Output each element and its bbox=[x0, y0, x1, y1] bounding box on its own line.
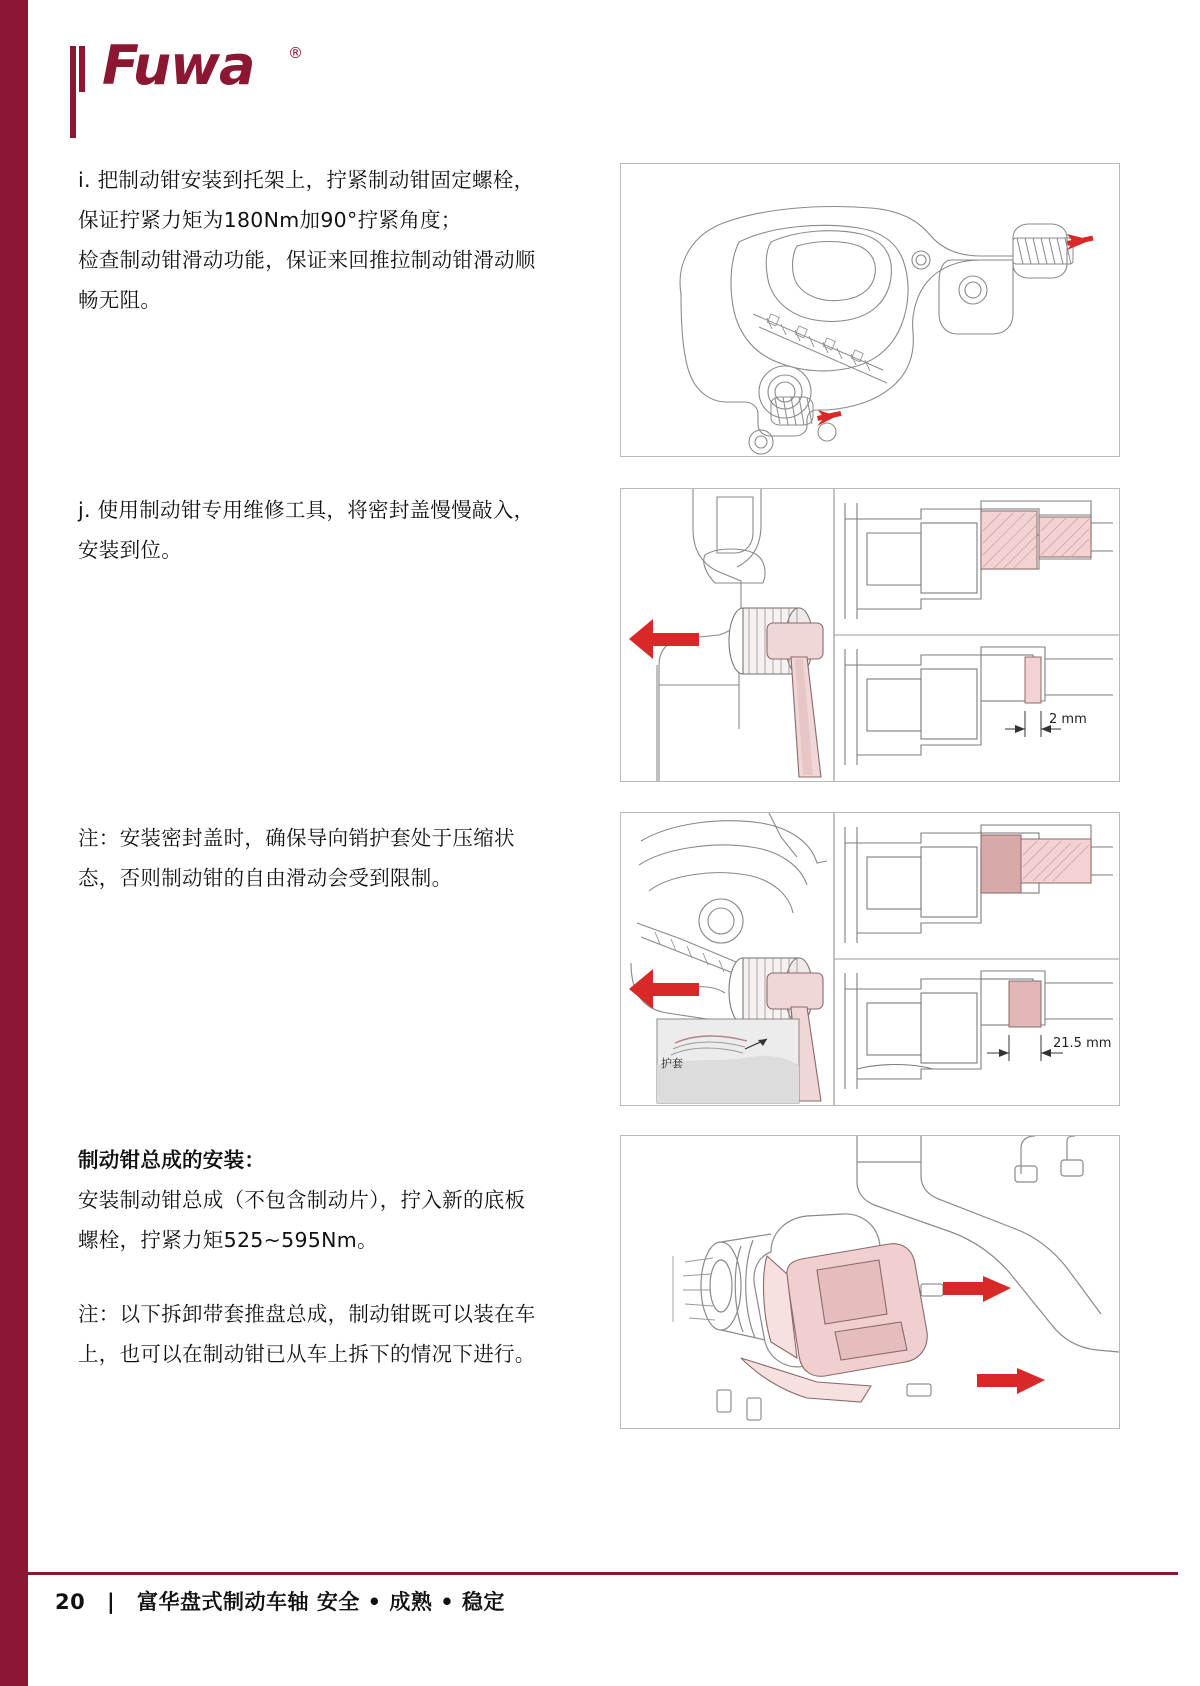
svg-text:护套: 护套 bbox=[661, 1057, 683, 1070]
note-1-line-2: 态，否则制动钳的自由滑动会受到限制。 bbox=[78, 866, 453, 890]
dimension-label-2mm: 2 mm bbox=[1049, 712, 1087, 727]
arrow-red-left bbox=[629, 969, 699, 1009]
step-i-line-1: i. 把制动钳安装到托架上，拧紧制动钳固定螺栓， bbox=[78, 168, 535, 192]
assembly-text bbox=[78, 1140, 578, 1374]
figure-boot-compressed bbox=[620, 812, 1120, 1106]
figure-assembly-drawing bbox=[621, 1136, 1119, 1428]
brand-logo bbox=[70, 30, 370, 100]
dimension-label-215mm: 21.5 mm bbox=[1053, 1036, 1112, 1051]
figure-boot-compressed-drawing bbox=[621, 813, 1119, 1105]
step-j-text bbox=[78, 490, 578, 570]
footer-separator: | bbox=[107, 1590, 116, 1614]
step-i-text bbox=[78, 160, 578, 320]
assembly-line-1: 安装制动钳总成（不包含制动片），拧入新的底板 bbox=[78, 1188, 526, 1212]
assembly-line-2: 螺栓，拧紧力矩525~595Nm。 bbox=[78, 1228, 378, 1252]
note-1-line-1: 注：安装密封盖时，确保导向销护套处于压缩状 bbox=[78, 826, 515, 850]
step-i-line-4: 畅无阻。 bbox=[78, 288, 162, 312]
figure-caliper-mounting-drawing bbox=[621, 164, 1119, 456]
arrow-red-upper bbox=[1067, 234, 1093, 250]
arrow-red-left bbox=[629, 619, 699, 659]
registered-mark: ® bbox=[288, 44, 303, 62]
figure-seal-cap-install bbox=[620, 488, 1120, 782]
logo-bars-icon bbox=[70, 46, 94, 92]
arrow-red-upper-right bbox=[943, 1276, 1011, 1302]
assembly-note-line-1: 注：以下拆卸带套推盘总成，制动钳既可以装在车 bbox=[78, 1302, 536, 1326]
inset-boot-photo bbox=[657, 1019, 799, 1103]
footer-text: 富华盘式制动车轴 安全 • 成熟 • 稳定 bbox=[137, 1590, 505, 1614]
figure-seal-cap-drawing bbox=[621, 489, 1119, 781]
assembly-heading: 制动钳总成的安装： bbox=[78, 1148, 266, 1172]
assembly-note-line-2: 上，也可以在制动钳已从车上拆下的情况下进行。 bbox=[78, 1342, 536, 1366]
step-i-line-3: 检查制动钳滑动功能，保证来回推拉制动钳滑动顺 bbox=[78, 248, 536, 272]
logo-text: Fuwa bbox=[102, 34, 255, 97]
step-j-line-1: j. 使用制动钳专用维修工具，将密封盖慢慢敲入， bbox=[78, 498, 535, 522]
arrow-red-lower-right bbox=[977, 1368, 1045, 1394]
step-i-line-2: 保证拧紧力矩为180Nm加90°拧紧角度； bbox=[78, 208, 462, 232]
footer-divider bbox=[28, 1572, 1178, 1575]
figure-caliper-assembly-install bbox=[620, 1135, 1120, 1429]
footer-page-number: 20 bbox=[55, 1590, 86, 1614]
step-j-line-2: 安装到位。 bbox=[78, 538, 182, 562]
left-color-band bbox=[0, 0, 28, 1686]
note-1-text bbox=[78, 818, 578, 898]
dimension-marker-215mm bbox=[987, 1035, 1063, 1061]
figure-caliper-mounting bbox=[620, 163, 1120, 457]
page-footer bbox=[55, 1586, 505, 1616]
